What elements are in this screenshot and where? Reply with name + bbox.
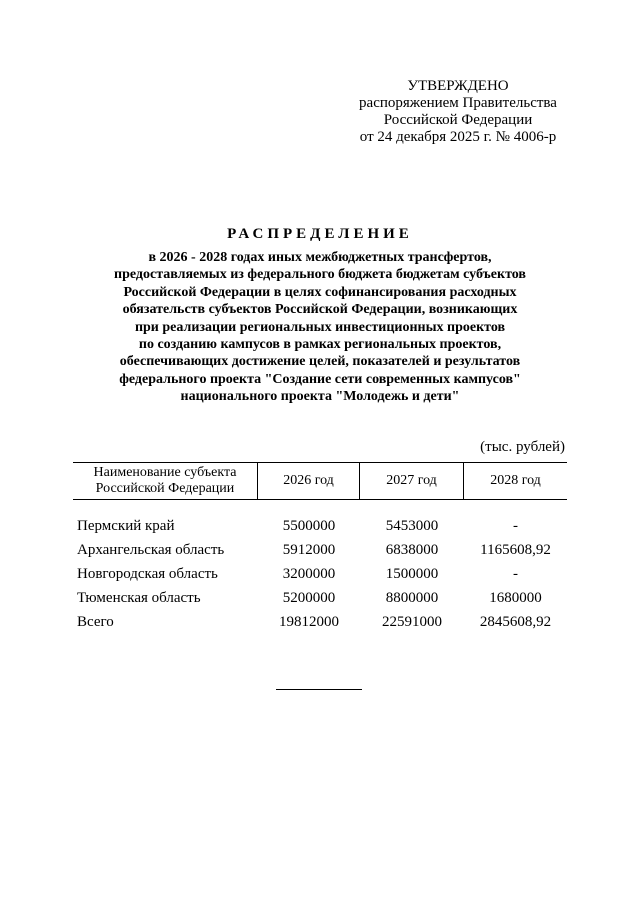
table-row — [73, 514, 567, 538]
approval-block — [330, 78, 586, 146]
table-row — [73, 538, 567, 562]
subtitle-line: обязательств субъектов Российской Федерации, возникающих — [122, 302, 518, 318]
value-2026: 5912000 — [282, 541, 336, 558]
value-2028: 1165608,92 — [480, 541, 551, 558]
table-body — [73, 514, 567, 634]
table-row — [73, 586, 567, 610]
total-2028: 2845608,92 — [479, 613, 552, 630]
approval-line-2: Российской Федерации — [383, 112, 533, 128]
subtitle-line: Российской Федерации в целях софинансирования расходных — [123, 284, 517, 300]
value-2027: 5453000 — [385, 517, 439, 534]
value-2027: 1500000 — [385, 565, 439, 582]
region-name: Архангельская область — [77, 541, 225, 558]
table-header — [73, 462, 567, 500]
header-region-line-1: Наименование субъекта — [93, 465, 237, 480]
approval-line-3: от 24 декабря 2025 г. № 4006-р — [359, 129, 557, 145]
region-name: Пермский край — [77, 517, 175, 534]
value-2026: 5500000 — [282, 517, 336, 534]
value-2027: 6838000 — [385, 541, 439, 558]
value-2028: 1680000 — [489, 589, 542, 606]
region-name: Тюменская область — [77, 589, 201, 606]
table-row-total — [73, 610, 567, 634]
approval-title: УТВЕРЖДЕНО — [407, 78, 509, 94]
approval-line-1: распоряжением Правительства — [359, 95, 557, 111]
subtitle-line: национального проекта "Молодежь и дети" — [180, 389, 460, 405]
subtitle-line: федерального проекта "Создание сети современных кампусов" — [119, 371, 521, 387]
value-2028: - — [513, 517, 518, 534]
subtitle-line: по созданию кампусов в рамках региональных проектов, — [138, 337, 502, 353]
closing-rule — [276, 689, 362, 690]
subtitle-line: в 2026 - 2028 годах иных межбюджетных трансфертов, — [148, 250, 492, 265]
value-2027: 8800000 — [385, 589, 439, 606]
subtitle-line: предоставляемых из федерального бюджета бюджетам субъектов — [114, 267, 526, 283]
table-row — [73, 562, 567, 586]
document-subtitle — [80, 249, 560, 406]
header-2027: 2027 год — [360, 463, 464, 499]
header-2028: 2028 год — [490, 473, 541, 488]
document-heading: РАСПРЕДЕЛЕНИЕ — [227, 226, 413, 242]
value-2028: - — [513, 565, 518, 582]
header-region — [73, 463, 258, 499]
total-label: Всего — [77, 613, 114, 630]
region-name: Новгородская область — [77, 565, 218, 582]
header-region-line-2: Российской Федерации — [95, 481, 235, 496]
value-2026: 3200000 — [282, 565, 336, 582]
units-label: (тыс. рублей) — [480, 439, 565, 455]
header-2026: 2026 год — [258, 463, 360, 499]
subtitle-line: обеспечивающих достижение целей, показателей и результатов — [119, 354, 521, 370]
value-2026: 5200000 — [282, 589, 336, 606]
total-2027: 22591000 — [382, 613, 442, 630]
subtitle-line: при реализации региональных инвестиционных проектов — [134, 319, 506, 335]
total-2026: 19812000 — [279, 613, 339, 630]
